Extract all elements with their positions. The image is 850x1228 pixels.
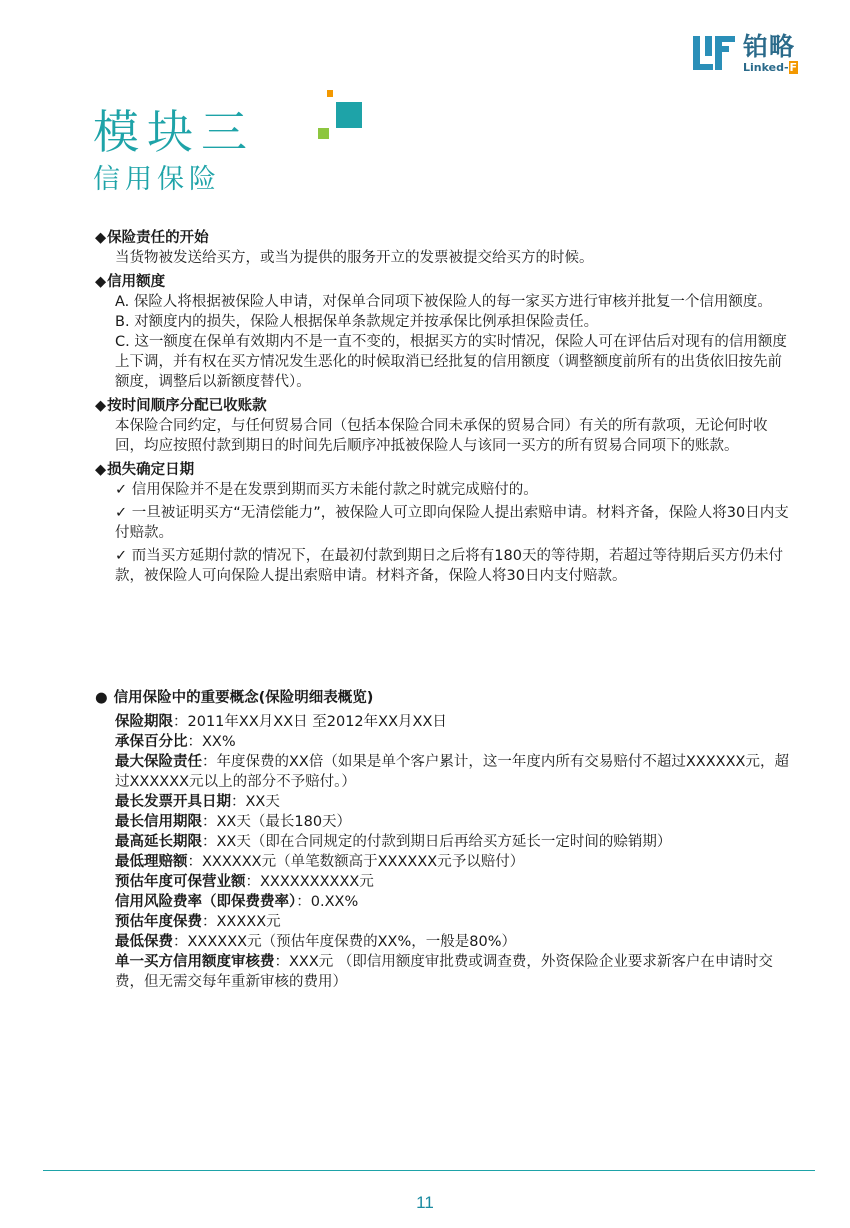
concept-item: 承保百分比：XX%	[115, 734, 236, 750]
concept-item: 保险期限：2011年XX月XX日 至2012年XX月XX日	[115, 714, 447, 730]
section-paragraph: A. 保险人将根据被保险人申请，对保单合同项下被保险人的每一家买方进行审核并批复一个信用额度。	[115, 294, 772, 310]
check-item: ✓ 信用保险并不是在发票到期而买方未能付款之时就完成赔付的。	[115, 480, 795, 500]
logo-english-text: Linked-F	[743, 61, 798, 74]
concept-item: 最高延长期限：XX天（即在合同规定的付款到期日后再给买方延长一定时间的赊销期）	[115, 834, 672, 850]
logo-mark-icon	[693, 32, 737, 72]
section-heading: ◆ 信用额度	[95, 272, 795, 292]
main-content	[95, 228, 795, 590]
section-insurance-start	[95, 228, 795, 268]
check-item: ✓ 一旦被证明买方“无清偿能力”，被保险人可立即向保险人提出索赔申请。材料齐备，保险人将30日内支付赔款。	[115, 503, 795, 543]
section-heading: ◆ 按时间顺序分配已收账款	[95, 396, 795, 416]
concept-item: 最长信用期限：XX天（最长180天）	[115, 814, 352, 830]
concepts-heading: ● 信用保险中的重要概念(保险明细表概览)	[95, 688, 795, 708]
section-paragraph: 本保险合同约定，与任何贸易合同（包括本保险合同未承保的贸易合同）有关的所有款项，无论何时收回，均应按照付款到期日的时间先后顺序冲抵被保险人与该同一买方的所有贸易合同项下的账款。	[115, 418, 768, 454]
concept-item: 最低理赔额：XXXXXX元（单笔数额高于XXXXXX元予以赔付）	[115, 854, 525, 870]
module-title: 模块三	[93, 105, 255, 159]
section-heading: ◆ 保险责任的开始	[95, 228, 795, 248]
section-credit-limit	[95, 272, 795, 392]
concept-item: 最大保险责任：年度保费的XX倍（如果是单个客户累计，这一年度内所有交易赔付不超过XXXXXX元，超过XXXXXX元以上的部分不予赔付。）	[115, 754, 789, 790]
section-heading: ◆ 损失确定日期	[95, 460, 795, 480]
section-paragraph: C. 这一额度在保单有效期内不是一直不变的，根据买方的实时情况，保险人可在评估后对现有的信用额度上下调，并有权在买方情况发生恶化的时候取消已经批复的信用额度（调整额度前所有的出货依旧按先前额度，调整后以新额度替代）。	[115, 334, 787, 390]
check-item: ✓ 而当买方延期付款的情况下，在最初付款到期日之后将有180天的等待期，若超过等待期后买方仍未付款，被保险人可向保险人提出索赔申请。材料齐备，保险人将30日内支付赔款。	[115, 546, 795, 586]
module-subtitle: 信用保险	[93, 164, 221, 195]
section-loss-date	[95, 460, 795, 586]
concept-item: 预估年度可保营业额：XXXXXXXXXX元	[115, 874, 374, 890]
concept-item: 预估年度保费：XXXXX元	[115, 914, 281, 930]
footer-divider	[43, 1170, 815, 1171]
section-receivables-allocation	[95, 396, 795, 456]
concept-item: 信用风险费率（即保费费率）：0.XX%	[115, 894, 359, 910]
concept-item: 单一买方信用额度审核费：XXX元 （即信用额度审批费或调查费，外资保险企业要求新客户在申请时交费，但无需交每年重新审核的费用）	[115, 954, 773, 990]
section-paragraph: 当货物被发送给买方，或当为提供的服务开立的发票被提交给买方的时候。	[115, 250, 594, 266]
linked-f-logo	[693, 32, 813, 74]
section-paragraph: B. 对额度内的损失，保险人根据保单条款规定并按承保比例承担保险责任。	[115, 314, 599, 330]
page-number: 11	[416, 1193, 434, 1212]
concept-item: 最低保费：XXXXXX元（预估年度保费的XX%，一般是80%）	[115, 934, 516, 950]
logo-chinese-text: 铂略	[743, 32, 796, 61]
key-concepts	[95, 688, 795, 992]
decorative-squares	[318, 90, 368, 142]
concept-item: 最长发票开具日期：XX天	[115, 794, 280, 810]
